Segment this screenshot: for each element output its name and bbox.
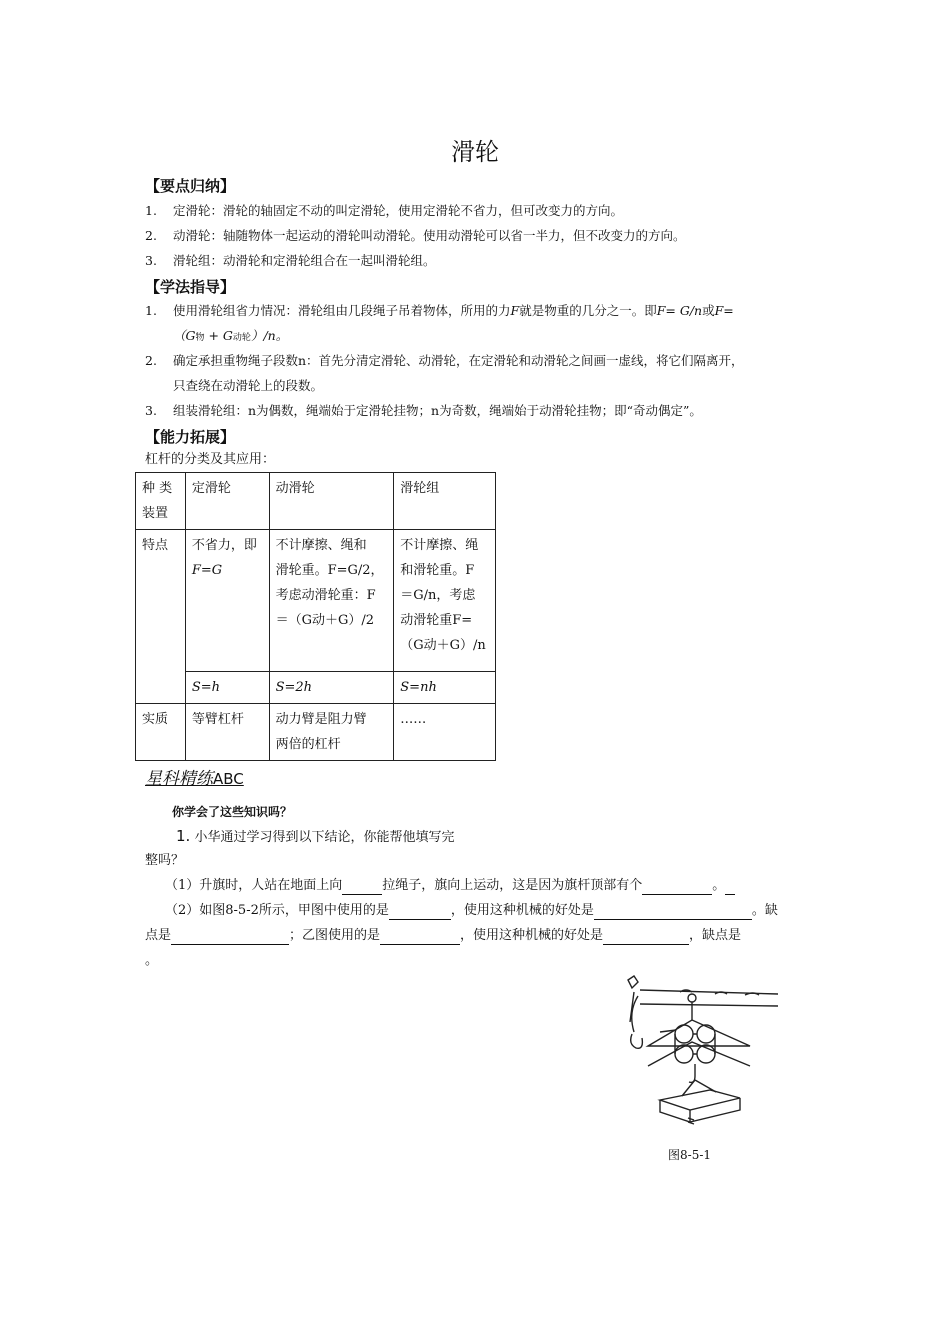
key-point-number: 2. — [145, 228, 157, 243]
key-point-1 — [145, 202, 623, 220]
table-cell: 等臂杠杆 — [185, 704, 269, 761]
question-text: ，使用这种机械的好处是 — [450, 903, 594, 918]
force-symbol: F — [510, 303, 520, 318]
question-part-1 — [165, 877, 735, 895]
method-text: 组装滑轮组：n为偶数，绳端始于定滑轮挂物；n为奇数，绳端始于动滑轮挂物；即“奇动偶定”。 — [173, 403, 702, 418]
cell-line: 动滑轮重F= — [400, 613, 473, 628]
key-point-number: 1. — [145, 203, 157, 218]
figure-caption: 图8-5-1 — [668, 1148, 712, 1162]
cell-line: （G动＋G）/n — [400, 638, 486, 653]
table-cell: S=2h — [269, 672, 394, 704]
table-cell — [394, 530, 496, 672]
cell-line: 考虑动滑轮重：F — [275, 588, 376, 603]
method-item-2-cont: 只查绕在动滑轮上的段数。 — [173, 378, 324, 393]
key-point-text: 定滑轮：滑轮的轴固定不动的叫定滑轮，使用定滑轮不省力，但可改变力的方向。 — [173, 203, 624, 218]
key-point-text: 动滑轮：轴随物体一起运动的滑轮叫动滑轮。使用动滑轮可以省一半力，但不改变力的方向。 — [173, 228, 686, 243]
formula: F= G/n — [656, 303, 703, 318]
cell-line: 滑轮重。F=G/2， — [275, 563, 384, 578]
cell-line: 和滑轮重。F — [400, 563, 475, 578]
table-intro: 杠杆的分类及其应用： — [145, 452, 276, 467]
formula-part: + G — [204, 328, 233, 343]
pulley-wheel — [675, 1045, 693, 1063]
key-point-text: 滑轮组：动滑轮和定滑轮组合在一起叫滑轮组。 — [173, 253, 436, 268]
question-text: ；乙图使用的是 — [289, 928, 381, 943]
table-row — [136, 704, 496, 761]
pulley-rope — [675, 1034, 715, 1054]
question-text: 拉绳子，旗向上运动，这是因为旗杆顶部有个 — [382, 878, 643, 893]
table-row — [136, 530, 496, 672]
practice-level: ABC — [213, 770, 244, 788]
answer-blank-tail — [725, 880, 735, 895]
method-text: 或 — [702, 303, 715, 318]
cell-line: 不省力，即 — [191, 538, 257, 553]
formula-part: （G — [173, 328, 196, 343]
question-text: ，缺点是 — [689, 928, 742, 943]
weight-box-side — [660, 1098, 740, 1122]
formula-subscript: 物 — [195, 333, 205, 343]
method-item-2 — [145, 352, 744, 370]
table-cell: S=nh — [394, 672, 496, 704]
question-1-line2: 整吗？ — [145, 853, 185, 868]
cell-line: 不计摩擦、绳 — [400, 538, 479, 553]
table-cell — [136, 473, 186, 530]
answer-blank[interactable] — [603, 930, 689, 945]
answer-blank[interactable] — [342, 880, 382, 895]
table-cell — [269, 704, 394, 761]
header-kind: 种 类 — [142, 481, 173, 496]
pulley-wheel — [675, 1025, 693, 1043]
method-item-1 — [145, 302, 734, 320]
pulley-table — [135, 472, 496, 761]
method-text: 使用滑轮组省力情况：滑轮组由几段绳子吊着物体，所用的力 — [173, 303, 511, 318]
cell-line: F=G — [191, 563, 223, 578]
table-row — [136, 473, 496, 530]
method-text: 确定承担重物绳子段数n：首先分清定滑轮、动滑轮，在定滑轮和动滑轮之间画一虚线，将它们隔离开， — [173, 353, 744, 368]
cell-line: ＝G/n，考虑 — [400, 588, 476, 603]
cell-line: 不计摩擦、绳和 — [275, 538, 367, 553]
table-cell: S=h — [185, 672, 269, 704]
question-part-2-cont — [145, 927, 741, 945]
question-text: 点是 — [145, 928, 172, 943]
question-text: ，使用这种机械的好处是 — [460, 928, 604, 943]
pole-edge — [640, 990, 778, 1006]
question-text: 。 — [712, 878, 726, 893]
key-point-number: 3. — [145, 253, 157, 268]
key-point-2 — [145, 227, 686, 245]
hand-arm — [630, 992, 638, 1032]
table-cell: 动滑轮 — [269, 473, 394, 530]
method-number: 1. — [145, 303, 157, 318]
section-heading-method: 【学法指导】 — [145, 278, 236, 296]
pull-rope — [660, 1030, 676, 1032]
method-number: 2. — [145, 353, 157, 368]
pulley-figure — [620, 972, 780, 1142]
answer-blank[interactable] — [171, 930, 289, 945]
question-end-mark: 。 — [145, 953, 159, 968]
table-row — [136, 672, 496, 704]
method-item-1-formula — [173, 327, 288, 347]
table-cell: 滑轮组 — [394, 473, 496, 530]
section-heading-extension: 【能力拓展】 — [145, 428, 236, 446]
weight-straps — [682, 1080, 716, 1096]
table-cell: …… — [394, 704, 496, 761]
question-number: 1. — [176, 827, 191, 845]
table-cell — [269, 530, 394, 672]
question-text: 。缺 — [751, 903, 778, 918]
question-text: 小华通过学习得到以下结论，你能帮他填写完 — [194, 830, 455, 845]
cell-line: ＝（G动＋G）/2 — [275, 613, 375, 628]
table-cell: 定滑轮 — [185, 473, 269, 530]
load-hook — [689, 1064, 695, 1082]
table-cell: 实质 — [136, 704, 186, 761]
formula: F= — [714, 303, 734, 318]
question-text: （2）如图8-5-2所示，甲图中使用的是 — [165, 903, 389, 918]
question-part-2 — [165, 902, 778, 920]
answer-blank[interactable] — [594, 905, 752, 920]
answer-blank[interactable] — [642, 880, 712, 895]
page-title: 滑轮 — [451, 138, 499, 166]
hand-top — [628, 976, 638, 988]
formula-subscript: 动轮 — [232, 333, 251, 343]
hand-fist — [631, 1034, 643, 1048]
answer-blank[interactable] — [389, 905, 451, 920]
practice-heading — [145, 764, 244, 789]
method-item-3 — [145, 402, 702, 420]
cell-line: 动力臂是阻力臂 — [275, 712, 367, 727]
formula-part: ）/n。 — [250, 328, 289, 343]
header-device: 装置 — [142, 506, 169, 521]
cell-line: 两倍的杠杆 — [275, 737, 341, 752]
answer-blank[interactable] — [380, 930, 460, 945]
weight-box-top — [660, 1090, 740, 1110]
question-text: （1）升旗时，人站在地面上向 — [165, 878, 343, 893]
method-text: 就是物重的几分之一。即 — [519, 303, 657, 318]
pole-hook-ring — [688, 994, 696, 1002]
method-number: 3. — [145, 403, 157, 418]
pulley-wheel — [697, 1025, 715, 1043]
practice-heading-text: 星科精练 — [145, 769, 213, 789]
question-1-line1 — [176, 827, 454, 847]
table-cell: 特点 — [136, 530, 186, 704]
key-point-3 — [145, 252, 436, 270]
question-intro: 你学会了这些知识吗？ — [172, 805, 293, 819]
section-heading-key-points: 【要点归纳】 — [145, 177, 236, 195]
hanger-frame-upper — [648, 1020, 750, 1046]
table-cell — [185, 530, 269, 672]
